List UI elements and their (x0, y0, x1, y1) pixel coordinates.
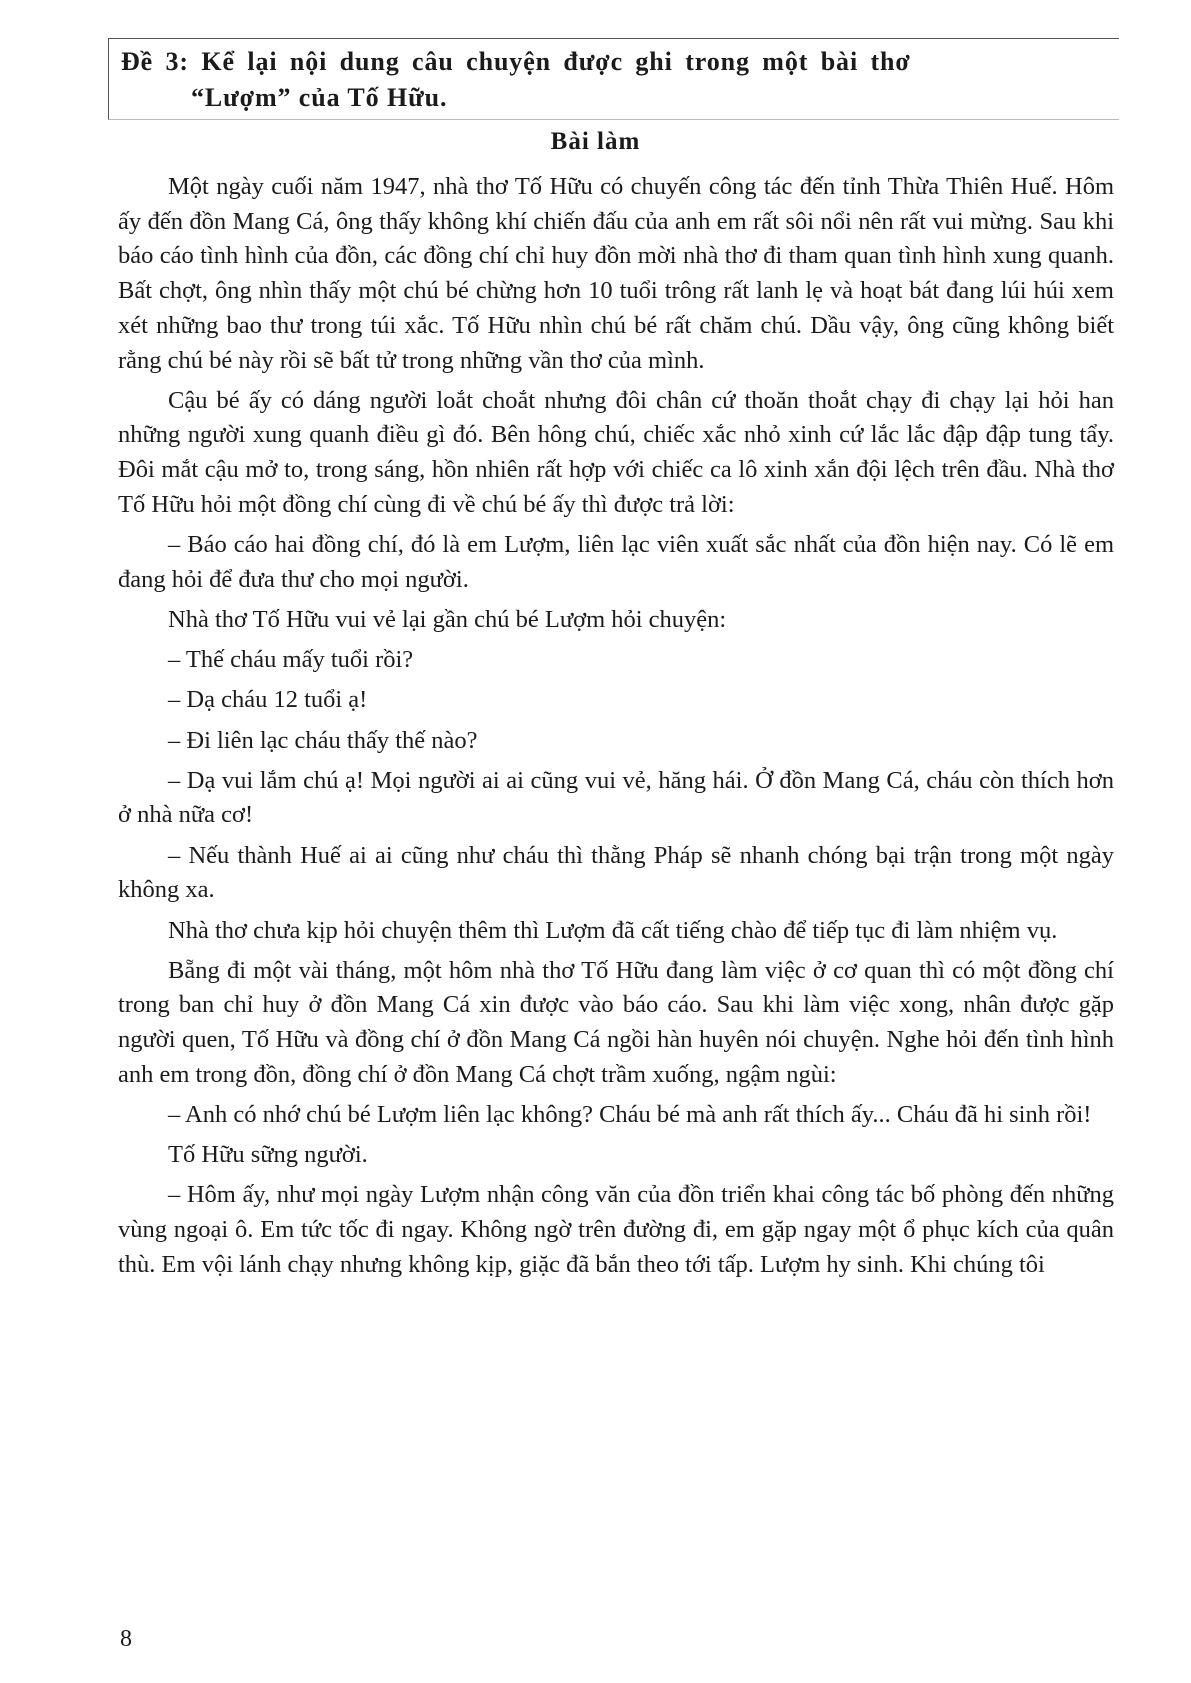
question-title-line-2: “Lượm” của Tố Hữu. (191, 83, 448, 112)
dialogue-line: – Dạ cháu 12 tuổi ạ! (168, 686, 368, 714)
dialogue-line: – Dạ vui lắm chú ạ! Mọi người ai ai cũng vui vẻ, hăng hái. Ở đồn Mang Cá, cháu còn thích hơn ở nhà nữa cơ! (118, 766, 1114, 829)
paragraph: Một ngày cuối năm 1947, nhà thơ Tố Hữu có chuyến công tác đến tỉnh Thừa Thiên Huế. Hôm ấy đến đồn Mang Cá, ông thấy không khí chiến đấu của anh em rất sôi nổi nên rất vui mừng. Sau khi báo cáo tình hình của đồn, các đồng chí chỉ huy đồn mời nhà thơ đi tham quan tình hình xung quanh. Bất chợt, ông nhìn thấy một chú bé chừng hơn 10 tuổi trông rất lanh lẹ và hoạt bát đang lúi húi xem xét những bao thư trong túi xắc. Tố Hữu nhìn chú bé rất chăm chú. Dầu vậy, ông cũng không biết rằng chú bé này rồi sẽ bất tử trong những vần thơ của mình. (118, 173, 1114, 374)
dialogue-line: – Đi liên lạc cháu thấy thế nào? (168, 726, 478, 754)
paragraph: Tố Hữu sững người. (168, 1141, 368, 1169)
dialogue-line: – Báo cáo hai đồng chí, đó là em Lượm, liên lạc viên xuất sắc nhất của đồn hiện nay. Có lẽ em đang hỏi để đưa thư cho mọi người. (118, 531, 1114, 593)
paragraph: Nhà thơ Tố Hữu vui vẻ lại gần chú bé Lượm hỏi chuyện: (168, 605, 727, 633)
dialogue-line: – Thế cháu mấy tuổi rồi? (168, 646, 414, 674)
paragraph: Bẵng đi một vài tháng, một hôm nhà thơ Tố Hữu đang làm việc ở cơ quan thì có một đồng chí trong ban chỉ huy ở đồn Mang Cá xin được vào báo cáo. Sau khi làm việc xong, nhân được gặp người quen, Tố Hữu và đồng chí ở đồn Mang Cá ngồi hàn huyên nói chuyện. Nghe hỏi đến tình hình anh em trong đồn, đồng chí ở đồn Mang Cá chợt trầm xuống, ngậm ngùi: (118, 956, 1114, 1088)
paragraph: Nhà thơ chưa kịp hỏi chuyện thêm thì Lượm đã cất tiếng chào để tiếp tục đi làm nhiệm vụ. (168, 916, 1058, 944)
paragraph: Cậu bé ấy có dáng người loắt choắt nhưng đôi chân cứ thoăn thoắt chạy đi chạy lại hỏi han những người xung quanh điều gì đó. Bên hông chú, chiếc xắc nhỏ xinh cứ lắc lắc đập đập tung tẩy. Đôi mắt cậu mở to, trong sáng, hồn nhiên rất hợp với chiếc ca lô xinh xắn đội lệch trên đầu. Nhà thơ Tố Hữu hỏi một đồng chí cùng đi về chú bé ấy thì được trả lời: (118, 386, 1114, 518)
essay-heading: Bài làm (550, 128, 641, 155)
question-box (108, 38, 1119, 120)
dialogue-line: – Nếu thành Huế ai ai cũng như cháu thì thằng Pháp sẽ nhanh chóng bại trận trong một ngày không xa. (118, 841, 1114, 904)
question-title-line-1: Đề 3: Kể lại nội dung câu chuyện được ghi trong một bài thơ (121, 47, 911, 76)
dialogue-line: – Anh có nhớ chú bé Lượm liên lạc không? Cháu bé mà anh rất thích ấy... Cháu đã hi sinh rồi! (168, 1101, 1092, 1129)
dialogue-line: – Hôm ấy, như mọi ngày Lượm nhận công văn của đồn triển khai công tác bố phòng đến những vùng ngoại ô. Em tức tốc đi ngay. Không ngờ trên đường đi, em gặp ngay một ổ phục kích của quân thù. Em vội lánh chạy nhưng không kịp, giặc đã bắn theo tới tấp. Lượm hy sinh. Khi chúng tôi (118, 1181, 1114, 1278)
essay-body (118, 170, 1114, 1288)
page-number: 8 (120, 1626, 132, 1652)
